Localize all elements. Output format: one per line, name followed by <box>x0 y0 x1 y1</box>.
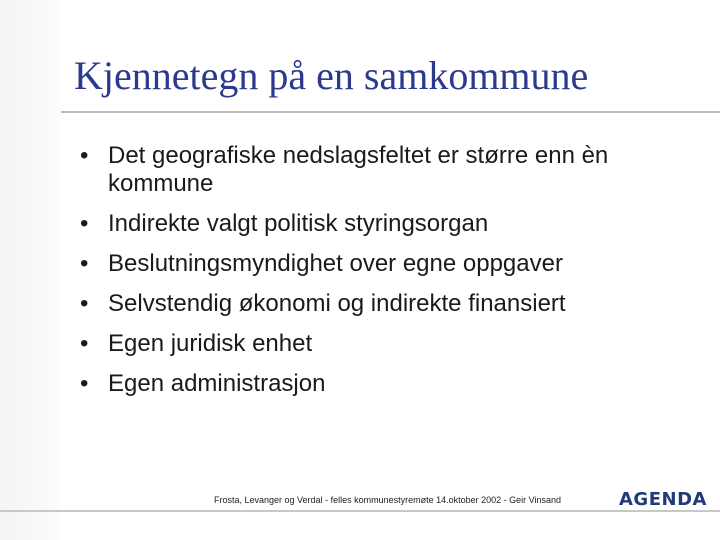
bullet-item: • Det geografiske nedslagsfeltet er større enn èn kommune <box>80 142 690 198</box>
agenda-logo: AGENDA <box>619 489 707 510</box>
footer-text: Frosta, Levanger og Verdal - felles kommunestyremøte 14.oktober 2002 - Geir Vinsand <box>214 495 562 505</box>
footer-divider <box>0 510 720 512</box>
title-divider <box>61 111 720 113</box>
bullet-item: • Egen administrasjon <box>80 370 690 398</box>
slide-title: Kjennetegn på en samkommune <box>74 53 589 98</box>
bullet-item: • Beslutningsmyndighet over egne oppgaver <box>80 250 690 278</box>
left-decorative-band <box>0 0 61 540</box>
bullet-item: • Selvstendig økonomi og indirekte finansiert <box>80 290 690 318</box>
bullet-list <box>80 142 690 410</box>
bullet-item: • Egen juridisk enhet <box>80 330 690 358</box>
bullet-item: • Indirekte valgt politisk styringsorgan <box>80 210 690 238</box>
